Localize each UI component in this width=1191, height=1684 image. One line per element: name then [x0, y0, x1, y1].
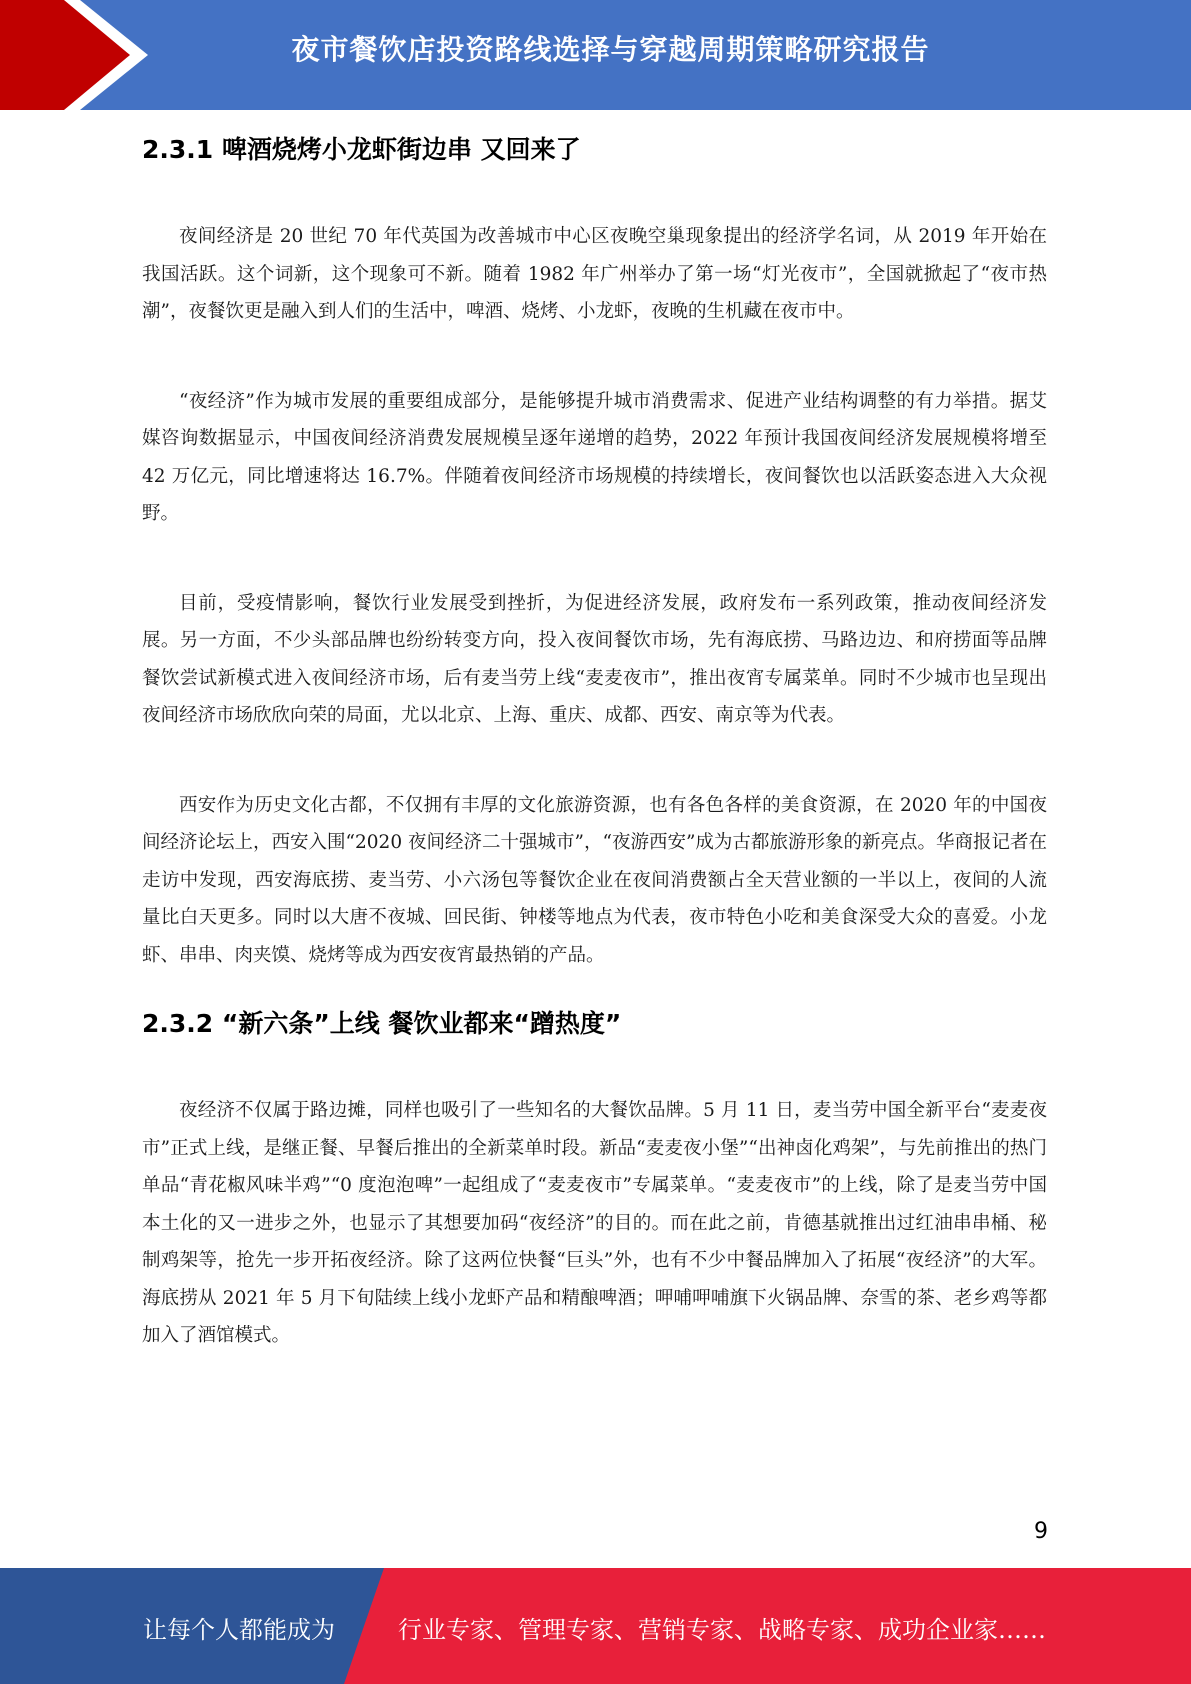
footer-slogan-left: 让每个人都能成为: [143, 1616, 335, 1644]
footer-slogan-right: 行业专家、管理专家、营销专家、战略专家、成功企业家……: [398, 1616, 1046, 1644]
page-number: 9: [1034, 1519, 1048, 1544]
paragraph: 目前，受疫情影响，餐饮行业发展受到挫折，为促进经济发展，政府发布一系列政策，推动夜间经济发展。另一方面，不少头部品牌也纷纷转变方向，投入夜间餐饮市场，先有海底捞、马路边边、和府捞面等品牌餐饮尝试新模式进入夜间经济市场，后有麦当劳上线“麦麦夜市”，推出夜宵专属菜单。同时不少城市也呈现出夜间经济市场欣欣向荣的局面，尤以北京、上海、重庆、成都、西安、南京等为代表。: [142, 592, 1047, 726]
section-heading-2-3-1: 2.3.1 啤酒烧烤小龙虾街边串 又回来了: [142, 135, 581, 164]
paragraph: 西安作为历史文化古都，不仅拥有丰厚的文化旅游资源，也有各色各样的美食资源，在 2020 年的中国夜间经济论坛上，西安入围“2020 夜间经济二十强城市”，“夜游西安”成为古都旅游形象的新亮点。华商报记者在走访中发现，西安海底捞、麦当劳、小六汤包等餐饮企业在夜间消费额占全天营业额的一半以上，夜间的人流量比白天更多。同时以大唐不夜城、回民街、钟楼等地点为代表，夜市特色小吃和美食深受大众的喜爱。小龙虾、串串、肉夹馍、烧烤等成为西安夜宵最热销的产品。: [142, 794, 1047, 966]
report-title: 夜市餐饮店投资路线选择与穿越周期策略研究报告: [291, 33, 930, 66]
paragraph: “夜经济”作为城市发展的重要组成部分，是能够提升城市消费需求、促进产业结构调整的有力举措。据艾媒咨询数据显示，中国夜间经济消费发展规模呈逐年递增的趋势，2022 年预计我国夜间经济发展规模将增至 42 万亿元，同比增速将达 16.7%。伴随着夜间经济市场规模的持续增长，夜间餐饮也以活跃姿态进入大众视野。: [142, 390, 1047, 524]
paragraph: 夜间经济是 20 世纪 70 年代英国为改善城市中心区夜晚空巢现象提出的经济学名词，从 2019 年开始在我国活跃。这个词新，这个现象可不新。随着 1982 年广州举办了第一场“灯光夜市”，全国就掀起了“夜市热潮”，夜餐饮更是融入到人们的生活中，啤酒、烧烤、小龙虾，夜晚的生机藏在夜市中。: [142, 226, 1047, 322]
paragraph: 夜经济不仅属于路边摊，同样也吸引了一些知名的大餐饮品牌。5 月 11 日，麦当劳中国全新平台“麦麦夜市”正式上线，是继正餐、早餐后推出的全新菜单时段。新品“麦麦夜小堡”“出神卤化鸡架”，与先前推出的热门单品“青花椒风味半鸡”“0 度泡泡啤”一起组成了“麦麦夜市”专属菜单。“麦麦夜市”的上线，除了是麦当劳中国本土化的又一进步之外，也显示了其想要加码“夜经济”的目的。而在此之前，肯德基就推出过红油串串桶、秘制鸡架等，抢先一步开拓夜经济。除了这两位快餐“巨头”外，也有不少中餐品牌加入了拓展“夜经济”的大军。海底捞从 2021 年 5 月下旬陆续上线小龙虾产品和精酿啤酒；呷哺呷哺旗下火锅品牌、奈雪的茶、老乡鸡等都加入了酒馆模式。: [142, 1100, 1047, 1346]
section-heading-2-3-2: 2.3.2 “新六条”上线 餐饮业都来“蹭热度”: [142, 1009, 622, 1038]
page-header: [0, 0, 1191, 110]
main-content: [142, 130, 1047, 1355]
page-footer: [0, 1568, 1191, 1684]
